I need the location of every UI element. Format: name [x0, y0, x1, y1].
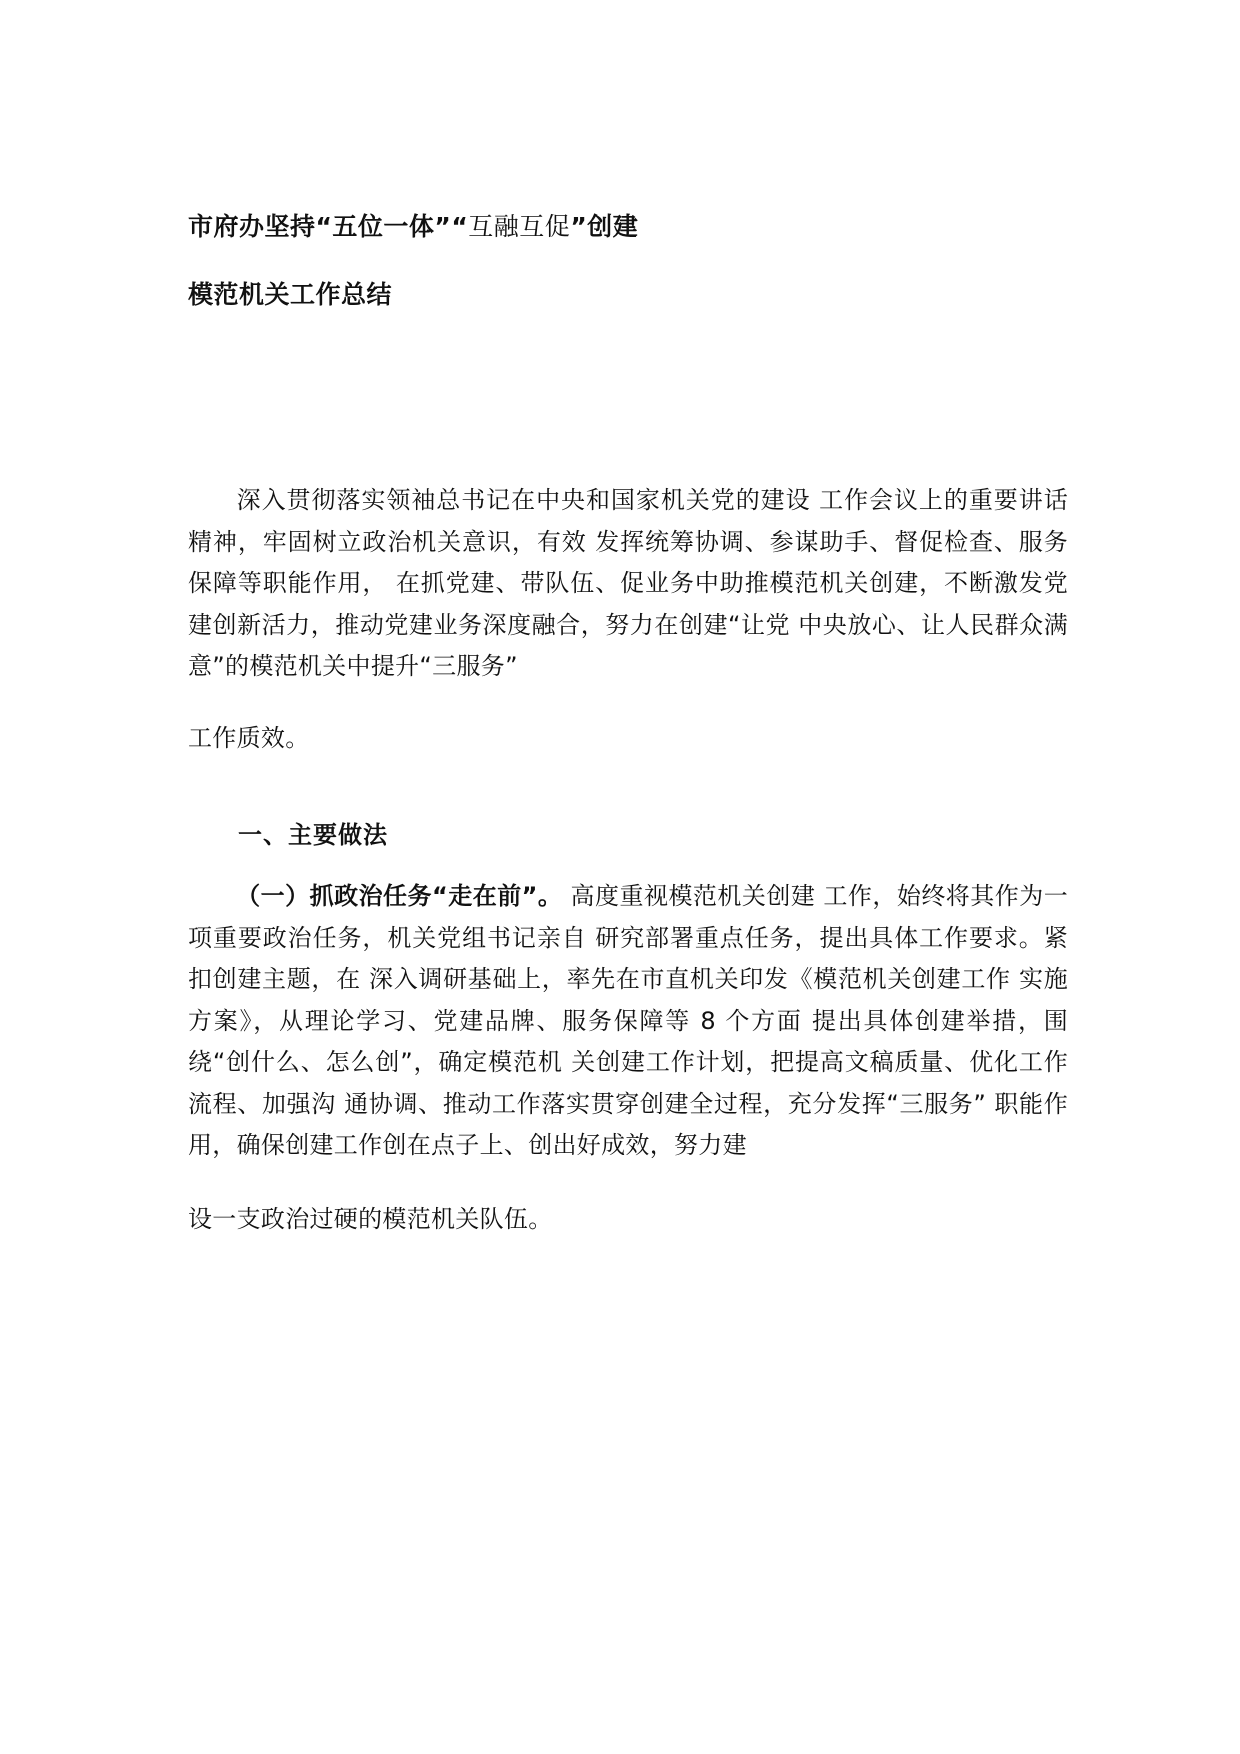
section-1-subtitle: （一）抓政治任务“走在前”。 [236, 882, 563, 910]
intro-text: 深入贯彻落实领袖总书记在中央和国家机关党的建设 工作会议上的重要讲话精神，牢固树立政治机关意识，有效 发挥统筹协调、参谋助手、督促检查、服务保障等职能作用， 在抓党建、带队伍、促业务中助推模范机关创建，不断激发党建创新活力，推动党建业务深度融合，努力在创建“让党 中央放心、让人民群众满意”的模范机关中提升“三服务” [188, 486, 1068, 680]
section-1-body: 高度重视模范机关创建 工作，始终将其作为一项重要政治任务，机关党组书记亲自 研究部署重点任务，提出具体工作要求。紧扣创建主题，在 深入调研基础上，率先在市直机关印发《模范机关创建工作 实施方案》，从理论学习、党建品牌、服务保障等 8 个方面 提出具体创建举措，围绕“创什么、怎么创”，确定模范机 关创建工作计划，把提高文稿质量、优化工作流程、加强沟 通协调、推动工作落实贯穿创建全过程，充分发挥“三服务” 职能作用，确保创建工作创在点子上、创出好成效，努力建 [188, 882, 1069, 1159]
section-1-paragraph [188, 876, 1068, 1167]
document-title-line-1 [188, 210, 638, 244]
intro-paragraph [188, 480, 1068, 688]
section-1-paragraph-tail: 设一支政治过硬的模范机关队伍。 [188, 1205, 553, 1233]
intro-paragraph-tail: 工作质效。 [188, 724, 310, 752]
title-part-a: 市府办坚持“五位一体”“ [188, 212, 469, 241]
section-heading-main-practices: 一、主要做法 [238, 821, 388, 849]
title-part-b: ”创建 [570, 212, 639, 241]
document-title-line-2: 模范机关工作总结 [188, 280, 393, 309]
title-part-light: 互融互促 [468, 212, 571, 241]
